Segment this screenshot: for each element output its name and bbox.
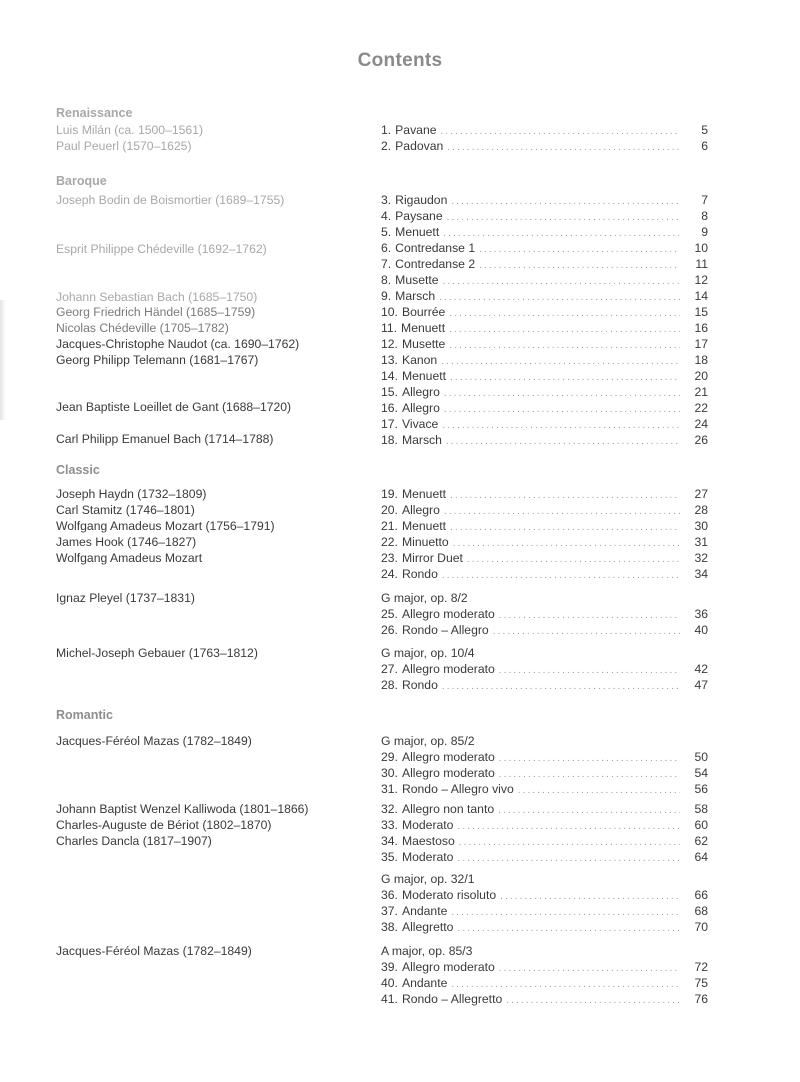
section-heading-classic: Classic (56, 463, 100, 477)
page-number: 42 (694, 662, 708, 676)
toc-entry[interactable] (381, 567, 708, 583)
entry-title: Rigaudon (395, 193, 448, 207)
page-number: 54 (694, 766, 708, 780)
page-number: 31 (694, 535, 708, 549)
entry-title: Allegro moderato (401, 750, 495, 764)
toc-entry[interactable] (381, 241, 708, 257)
entry-title: Allegro moderato (401, 960, 495, 974)
toc-entry[interactable] (381, 607, 708, 623)
page-number: 58 (694, 802, 708, 816)
dot-leader (475, 242, 680, 258)
dot-leader (446, 488, 680, 504)
composer-name: Charles-Auguste de Bériot (1802–1870) (56, 818, 272, 832)
composer-name: Carl Philipp Emanuel Bach (1714–1788) (56, 432, 274, 446)
entry-title: Moderato (401, 850, 454, 864)
entry-title: Contredanse 2 (395, 257, 476, 271)
entry-number: 16. (381, 401, 398, 415)
entry-number: 28. (381, 678, 398, 692)
entry-number: 30. (381, 766, 398, 780)
dot-leader (439, 226, 680, 242)
composer-name: Joseph Bodin de Boismortier (1689–1755) (56, 193, 285, 207)
entry-title: Allegro (401, 401, 440, 415)
section-heading-romantic: Romantic (56, 708, 113, 722)
toc-entry[interactable] (381, 904, 708, 920)
entry-number: 38. (381, 920, 398, 934)
entry-number: 20. (381, 503, 398, 517)
entry-title: Vivace (401, 417, 439, 431)
toc-entry[interactable] (381, 417, 708, 433)
page-number: 40 (694, 623, 708, 637)
toc-entry[interactable] (381, 662, 708, 678)
dot-leader (496, 889, 680, 905)
page-number: 62 (694, 834, 708, 848)
composer-name: James Hook (1746–1827) (56, 535, 197, 549)
composer-name: Wolfgang Amadeus Mozart (1756–1791) (56, 519, 275, 533)
toc-entry[interactable] (381, 834, 708, 850)
entry-number: 17. (381, 417, 398, 431)
page-number: 15 (694, 305, 708, 319)
key-signature: G major, op. 10/4 (381, 646, 475, 660)
entry-title: Allegro (401, 385, 440, 399)
dot-leader (445, 306, 680, 322)
page-number: 11 (695, 257, 708, 271)
page-number: 24 (694, 417, 708, 431)
composer-name: Paul Peuerl (1570–1625) (56, 139, 192, 153)
page-number: 20 (694, 369, 708, 383)
page-number: 6 (701, 139, 708, 153)
dot-leader (446, 520, 680, 536)
entry-number: 21. (381, 519, 398, 533)
page-number: 27 (694, 487, 708, 501)
toc-entry[interactable] (381, 337, 708, 353)
entry-title: Pavane (395, 123, 437, 137)
dot-leader (440, 504, 680, 520)
entry-title: Menuett (395, 225, 440, 239)
dot-leader (440, 402, 680, 418)
page-number: 22 (694, 401, 708, 415)
toc-entry[interactable] (381, 802, 708, 818)
entry-number: 22. (381, 535, 398, 549)
entry-number: 35. (381, 850, 398, 864)
key-signature: G major, op. 8/2 (381, 591, 468, 605)
page-number: 7 (701, 193, 708, 207)
toc-entry[interactable] (381, 920, 708, 936)
toc-entry[interactable] (381, 519, 708, 535)
dot-leader (494, 803, 680, 819)
entry-number: 9. (381, 289, 392, 303)
dot-leader (495, 767, 680, 783)
toc-entry[interactable] (381, 766, 708, 782)
entry-number: 24. (381, 567, 398, 581)
entry-title: Menuett (401, 369, 446, 383)
key-signature: G major, op. 85/2 (381, 734, 475, 748)
page-number: 5 (701, 123, 708, 137)
entry-title: Allegro non tanto (401, 802, 495, 816)
dot-leader (435, 290, 680, 306)
entry-number: 12. (381, 337, 398, 351)
page-number: 28 (694, 503, 708, 517)
page-number: 12 (694, 273, 708, 287)
composer-name: Johann Baptist Wenzel Kalliwoda (1801–1866) (56, 802, 309, 816)
dot-leader (495, 663, 680, 679)
key-signature: G major, op. 32/1 (381, 872, 475, 886)
entry-title: Rondo – Allegro (401, 623, 489, 637)
entry-title: Moderato (401, 818, 454, 832)
composer-name: Nicolas Chédeville (1705–1782) (56, 321, 229, 335)
dot-leader (447, 977, 680, 993)
entry-title: Rondo – Allegretto (401, 992, 503, 1006)
toc-entry[interactable] (381, 551, 708, 567)
dot-leader (437, 124, 680, 140)
section-heading-renaissance: Renaissance (56, 106, 133, 120)
entry-number: 10. (381, 305, 398, 319)
composer-name: Joseph Haydn (1732–1809) (56, 487, 207, 501)
entry-number: 5. (381, 225, 392, 239)
composer-name: Georg Philipp Telemann (1681–1767) (56, 353, 259, 367)
toc-entry[interactable] (381, 678, 708, 694)
dot-leader (445, 338, 680, 354)
dot-leader (449, 536, 680, 552)
entry-title: Marsch (401, 433, 442, 447)
entry-title: Padovan (395, 139, 444, 153)
key-signature: A major, op. 85/3 (381, 944, 473, 958)
dot-leader (443, 140, 680, 156)
page-number: 10 (694, 241, 708, 255)
entry-number: 2. (381, 139, 392, 153)
entry-title: Rondo (401, 567, 438, 581)
toc-entry[interactable] (381, 750, 708, 766)
page-number: 30 (694, 519, 708, 533)
entry-number: 34. (381, 834, 398, 848)
dot-leader (447, 194, 680, 210)
page-number: 75 (694, 976, 708, 990)
toc-entry[interactable] (381, 960, 708, 976)
dot-leader (495, 751, 680, 767)
entry-number: 37. (381, 904, 398, 918)
dot-leader (495, 608, 680, 624)
page-number: 60 (694, 818, 708, 832)
composer-name: Johann Sebastian Bach (1685–1750) (56, 290, 258, 304)
page-number: 68 (694, 904, 708, 918)
dot-leader (443, 210, 680, 226)
entry-number: 6. (381, 241, 392, 255)
page-number: 56 (694, 782, 708, 796)
entry-title: Menuett (401, 487, 446, 501)
entry-title: Mirror Duet (401, 551, 463, 565)
toc-entry[interactable] (381, 503, 708, 519)
dot-leader (502, 993, 680, 1009)
toc-entry[interactable] (381, 401, 708, 417)
toc-entry[interactable] (381, 850, 708, 866)
page-number: 47 (694, 678, 708, 692)
toc-entry[interactable] (381, 289, 708, 305)
entry-title: Musette (401, 337, 446, 351)
dot-leader (453, 819, 680, 835)
entry-number: 19. (381, 487, 398, 501)
entry-title: Rondo – Allegro vivo (401, 782, 514, 796)
entry-title: Marsch (395, 289, 436, 303)
section-heading-baroque: Baroque (56, 174, 107, 188)
entry-number: 32. (381, 802, 398, 816)
page-edge-shadow (0, 300, 6, 420)
entry-title: Andante (401, 904, 448, 918)
page-number: 70 (694, 920, 708, 934)
composer-name: Luis Milán (ca. 1500–1561) (56, 123, 204, 137)
entry-number: 27. (381, 662, 398, 676)
entry-number: 4. (381, 209, 392, 223)
dot-leader (446, 370, 680, 386)
dot-leader (453, 851, 680, 867)
composer-name: Charles Dancla (1817–1907) (56, 834, 212, 848)
toc-entry[interactable] (381, 992, 708, 1008)
page-number: 8 (701, 209, 708, 223)
entry-title: Bourrée (401, 305, 446, 319)
dot-leader (440, 386, 680, 402)
composer-name: Jacques-Féréol Mazas (1782–1849) (56, 944, 252, 958)
entry-number: 14. (381, 369, 398, 383)
toc-entry[interactable] (381, 321, 708, 337)
entry-number: 13. (381, 353, 398, 367)
toc-entry[interactable] (381, 385, 708, 401)
entry-number: 41. (381, 992, 398, 1006)
dot-leader (438, 679, 680, 695)
dot-leader (447, 905, 680, 921)
entry-number: 1. (381, 123, 392, 137)
entry-title: Moderato risoluto (401, 888, 497, 902)
toc-entry[interactable] (381, 257, 708, 273)
entry-number: 11. (381, 321, 398, 335)
entry-number: 31. (381, 782, 398, 796)
entry-title: Allegro moderato (401, 766, 495, 780)
entry-title: Musette (395, 273, 439, 287)
entry-title: Minuetto (401, 535, 449, 549)
dot-leader (439, 274, 680, 290)
toc-entry[interactable] (381, 535, 708, 551)
composer-name: Jacques-Christophe Naudot (ca. 1690–1762) (56, 337, 300, 351)
entry-title: Allegro moderato (401, 607, 495, 621)
dot-leader (438, 418, 680, 434)
composer-name: Georg Friedrich Händel (1685–1759) (56, 305, 256, 319)
page-number: 16 (694, 321, 708, 335)
toc-entry[interactable] (381, 888, 708, 904)
dot-leader (514, 783, 680, 799)
dot-leader (437, 354, 680, 370)
composer-name: Carl Stamitz (1746–1801) (56, 503, 195, 517)
composer-name: Michel-Joseph Gebauer (1763–1812) (56, 646, 258, 660)
entry-number: 36. (381, 888, 398, 902)
toc-entry[interactable] (381, 623, 708, 639)
composer-name: Jacques-Féréol Mazas (1782–1849) (56, 734, 252, 748)
entry-number: 40. (381, 976, 398, 990)
composer-name: Ignaz Pleyel (1737–1831) (56, 591, 195, 605)
entry-title: Kanon (401, 353, 438, 367)
dot-leader (438, 568, 680, 584)
dot-leader (475, 258, 680, 274)
entry-title: Paysane (395, 209, 443, 223)
page-number: 26 (694, 433, 708, 447)
page-number: 9 (701, 225, 708, 239)
entry-title: Allegretto (401, 920, 454, 934)
entry-number: 15. (381, 385, 398, 399)
toc-entry[interactable] (381, 305, 708, 321)
dot-leader (489, 624, 680, 640)
entry-title: Allegro (401, 503, 440, 517)
toc-entry[interactable] (381, 193, 708, 209)
dot-leader (495, 961, 680, 977)
entry-number: 39. (381, 960, 398, 974)
entry-title: Maestoso (401, 834, 455, 848)
dot-leader (445, 322, 680, 338)
entry-title: Rondo (401, 678, 438, 692)
entry-title: Allegro moderato (401, 662, 495, 676)
page-number: 72 (694, 960, 708, 974)
page-number: 34 (694, 567, 708, 581)
entry-number: 18. (381, 433, 398, 447)
toc-entry[interactable] (381, 273, 708, 289)
entry-number: 8. (381, 273, 392, 287)
toc-entry[interactable] (381, 225, 708, 241)
composer-name: Esprit Philippe Chédeville (1692–1762) (56, 242, 267, 256)
entry-number: 23. (381, 551, 398, 565)
entry-number: 7. (381, 257, 392, 271)
toc-entry[interactable] (381, 139, 708, 155)
page-number: 21 (694, 385, 708, 399)
toc-entry[interactable] (381, 353, 708, 369)
dot-leader (442, 434, 680, 450)
toc-entry[interactable] (381, 487, 708, 503)
page-number: 64 (694, 850, 708, 864)
entry-title: Menuett (401, 519, 446, 533)
entry-number: 29. (381, 750, 398, 764)
dot-leader (463, 552, 680, 568)
entry-title: Menuett (401, 321, 446, 335)
toc-entry[interactable] (381, 782, 708, 798)
entry-number: 33. (381, 818, 398, 832)
page-number: 36 (694, 607, 708, 621)
page-number: 32 (694, 551, 708, 565)
entry-number: 25. (381, 607, 398, 621)
toc-entry[interactable] (381, 209, 708, 225)
page-title: Contents (357, 50, 443, 71)
page-number: 66 (694, 888, 708, 902)
toc-entry[interactable] (381, 818, 708, 834)
page-number: 14 (694, 289, 708, 303)
entry-title: Andante (401, 976, 448, 990)
dot-leader (455, 835, 680, 851)
toc-entry[interactable] (381, 976, 708, 992)
page-number: 18 (694, 353, 708, 367)
page-number: 17 (694, 337, 708, 351)
toc-entry[interactable] (381, 123, 708, 139)
toc-entry[interactable] (381, 433, 708, 449)
composer-name: Jean Baptiste Loeillet de Gant (1688–1720) (56, 400, 292, 414)
entry-number: 3. (381, 193, 392, 207)
page-number: 76 (694, 992, 708, 1006)
dot-leader (453, 921, 680, 937)
toc-entry[interactable] (381, 369, 708, 385)
entry-title: Contredanse 1 (395, 241, 476, 255)
entry-number: 26. (381, 623, 398, 637)
composer-name: Wolfgang Amadeus Mozart (56, 551, 203, 565)
page-number: 50 (694, 750, 708, 764)
